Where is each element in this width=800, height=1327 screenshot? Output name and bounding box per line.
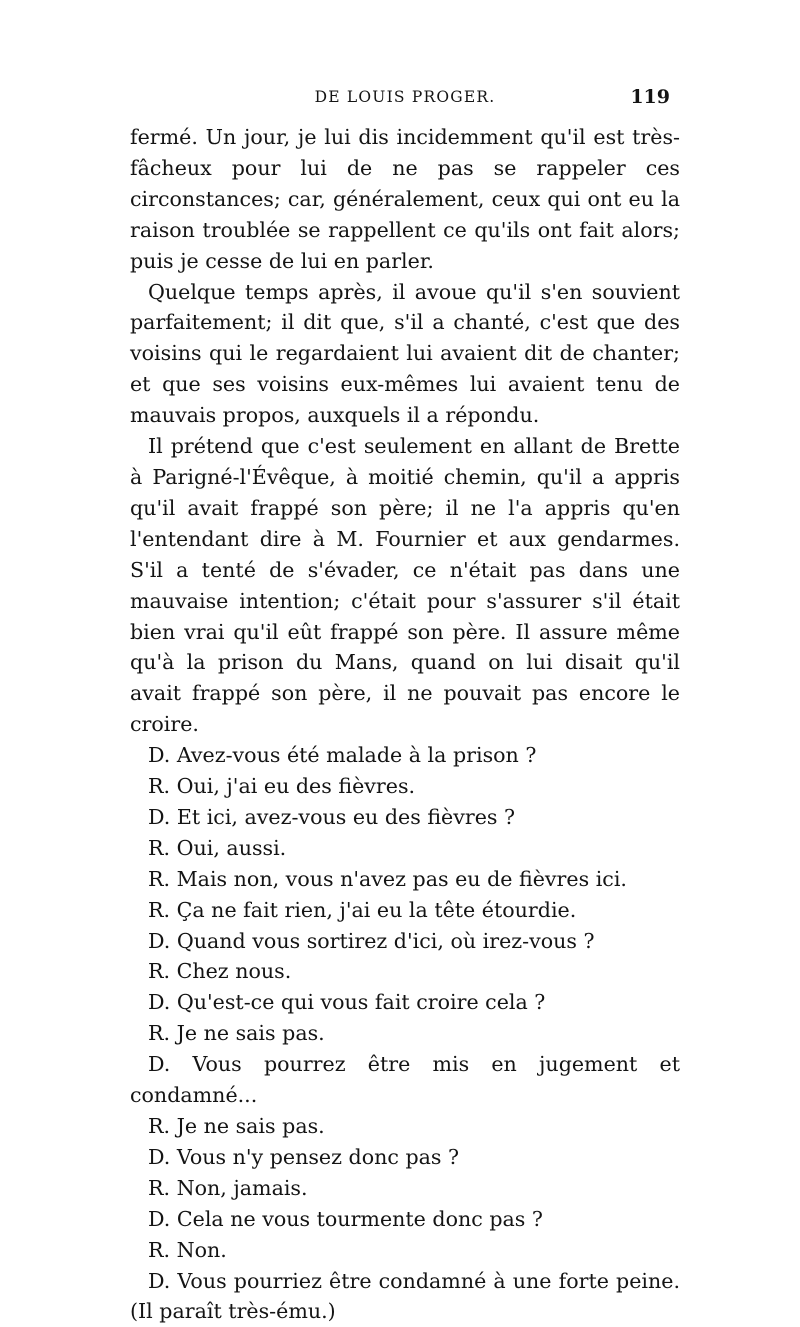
dialogue-line-4: R. Oui, aussi. (148, 835, 287, 860)
page-number: 119 (630, 86, 670, 108)
body-text (130, 122, 680, 1327)
running-head (130, 88, 680, 118)
book-page (130, 88, 680, 1327)
paragraph-3: Il prétend que c'est seulement en allant de Brette à Parigné-l'Évêque, à moitié chemin, qu'il a appris qu'il avait frappé son père; il ne l'a appris qu'en l'entendant dire à M. Fournier et aux gendarmes. S'il a tenté de s'évader, ce n'était pas dans une mauvaise intention; c'était pour s'assurer s'il était bien vrai qu'il eût frappé son père. Il assure même qu'à la prison du Mans, quand on lui disait qu'il avait frappé son père, il ne pouvait pas encore le croire. (130, 434, 680, 737)
dialogue-line-14: R. Non, jamais. (148, 1175, 308, 1200)
paragraph-2: Quelque temps après, il avoue qu'il s'en souvient parfaitement; il dit que, s'il a chanté, c'est que des voisins qui le regardaient lui avaient dit de chanter; et que ses voisins eux-mêmes lui avaient tenu de mauvais propos, auxquels il a répondu. (130, 279, 680, 428)
dialogue-line-5: R. Mais non, vous n'avez pas eu de fièvres ici. (148, 866, 627, 891)
dialogue-line-13: D. Vous n'y pensez donc pas ? (148, 1144, 460, 1169)
paragraph-1: fermé. Un jour, je lui dis incidemment qu'il est très-fâcheux pour lui de ne pas se rappeler ces circonstances; car, généralement, ceux qui ont eu la raison troublée se rappellent ce qu'ils ont fait alors; puis je cesse de lui en parler. (130, 125, 680, 273)
dialogue-line-6: R. Ça ne fait rien, j'ai eu la tête étourdie. (148, 897, 577, 922)
dialogue-line-11: D. Vous pourrez être mis en jugement et condamné... (130, 1052, 680, 1108)
dialogue-line-15: D. Cela ne vous tourmente donc pas ? (148, 1206, 543, 1231)
running-title: DE LOUIS PROGER. (314, 88, 496, 106)
dialogue-line-16: R. Non. (148, 1237, 227, 1262)
dialogue-line-3: D. Et ici, avez-vous eu des fièvres ? (148, 804, 516, 829)
dialogue-line-17: D. Vous pourriez être condamné à une forte peine. (Il paraît très-ému.) (130, 1268, 680, 1324)
dialogue-line-12: R. Je ne sais pas. (148, 1114, 325, 1138)
dialogue-line-9: D. Qu'est-ce qui vous fait croire cela ? (148, 990, 546, 1015)
dialogue-line-1: D. Avez-vous été malade à la prison ? (148, 743, 537, 768)
dialogue-line-10: R. Je ne sais pas. (148, 1021, 325, 1046)
dialogue-line-7: D. Quand vous sortirez d'ici, où irez-vous ? (148, 928, 595, 953)
dialogue-line-8: R. Chez nous. (148, 959, 292, 984)
dialogue-line-2: R. Oui, j'ai eu des fièvres. (148, 774, 416, 799)
